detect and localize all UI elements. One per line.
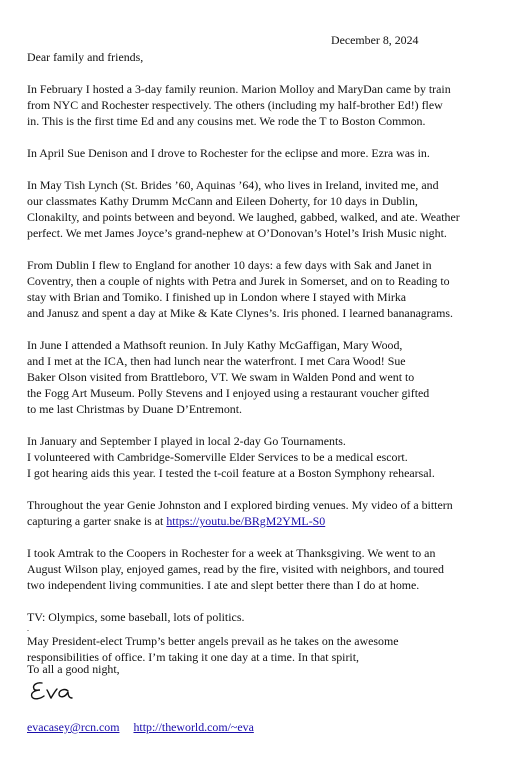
text-line: In May Tish Lynch (St. Brides ’60, Aquinas ’64), who lives in Ireland, invited me, and	[27, 178, 439, 192]
text-line: from NYC and Rochester respectively. The others (including my half-brother Ed!) flew	[27, 98, 443, 112]
website-link[interactable]: http://theworld.com/~eva	[133, 720, 254, 734]
text-line: August Wilson play, enjoyed games, read by the fire, visited with neighbors, and toured	[27, 562, 444, 576]
text-line: Clonakilty, and points between and beyond. We laughed, gabbed, walked, and ate. Weather	[27, 210, 460, 224]
text-line: Throughout the year Genie Johnston and I explored birding venues. My video of a bittern	[27, 498, 453, 512]
text-line: two independent living communities. I ate and slept better there than I do at home.	[27, 578, 420, 592]
text-line: In June I attended a Mathsoft reunion. In July Kathy McGaffigan, Mary Wood,	[27, 338, 403, 352]
text-line: and I met at the ICA, then had lunch near the waterfront. I met Cara Wood! Sue	[27, 354, 406, 368]
text-line: the Fogg Art Museum. Polly Stevens and I enjoyed using a restaurant voucher gifted	[27, 386, 430, 400]
text-line: Baker Olson visited from Brattleboro, VT. We swam in Walden Pond and went to	[27, 370, 415, 384]
text-line: May President-elect Trump’s better angels prevail as he takes on the awesome	[27, 634, 399, 648]
text-line: I volunteered with Cambridge-Somerville Elder Services to be a medical escort.	[27, 450, 408, 464]
text-line: I took Amtrak to the Coopers in Rochester for a week at Thanksgiving. We went to an	[27, 546, 436, 560]
greeting: Dear family and friends,	[27, 50, 144, 64]
stray-period: .	[27, 624, 29, 633]
text-line: our classmates Kathy Drumm McCann and Eileen Doherty, for 10 days in Dublin,	[27, 194, 418, 208]
text-line: in. This is the first time Ed and any cousins met. We rode the T to Boston Common.	[27, 114, 426, 128]
letter-date: December 8, 2024	[331, 33, 419, 47]
text-line: In February I hosted a 3-day family reunion. Marion Molloy and MaryDan came by train	[27, 82, 451, 96]
text-line: I got hearing aids this year. I tested the t-coil feature at a Boston Symphony rehearsal.	[27, 466, 435, 480]
text-line: From Dublin I flew to England for another 10 days: a few days with Sak and Janet in	[27, 258, 432, 272]
contact-line	[27, 720, 254, 735]
youtube-video-link[interactable]: https://youtu.be/BRgM2YML-S0	[166, 514, 326, 528]
text-line: Coventry, then a couple of nights with Petra and Jurek in Somerset, and on to Reading to	[27, 274, 450, 288]
text-line: and Janusz and spent a day at Mike & Kate Clynes’s. Iris phoned. I learned bananagrams.	[27, 306, 453, 320]
text-line: stay with Brian and Tomiko. I finished up in London where I stayed with Mirka	[27, 290, 407, 304]
text-line: responsibilities of office. I’m taking it one day at a time. In that spirit,	[27, 650, 359, 664]
handwritten-signature	[28, 677, 88, 703]
text-span: capturing a garter snake is at	[27, 514, 167, 528]
email-link[interactable]: evacasey@rcn.com	[27, 720, 120, 734]
text-line	[27, 514, 325, 529]
text-line: In April Sue Denison and I drove to Rochester for the eclipse and more. Ezra was in.	[27, 146, 430, 160]
text-line: TV: Olympics, some baseball, lots of politics.	[27, 610, 245, 624]
closing-line: To all a good night,	[27, 662, 120, 676]
text-line: In January and September I played in local 2-day Go Tournaments.	[27, 434, 346, 448]
text-line: to me last Christmas by Duane D’Entremont.	[27, 402, 242, 416]
text-line: perfect. We met James Joyce’s grand-nephew at O’Donovan’s Hotel’s Irish Music night.	[27, 226, 447, 240]
